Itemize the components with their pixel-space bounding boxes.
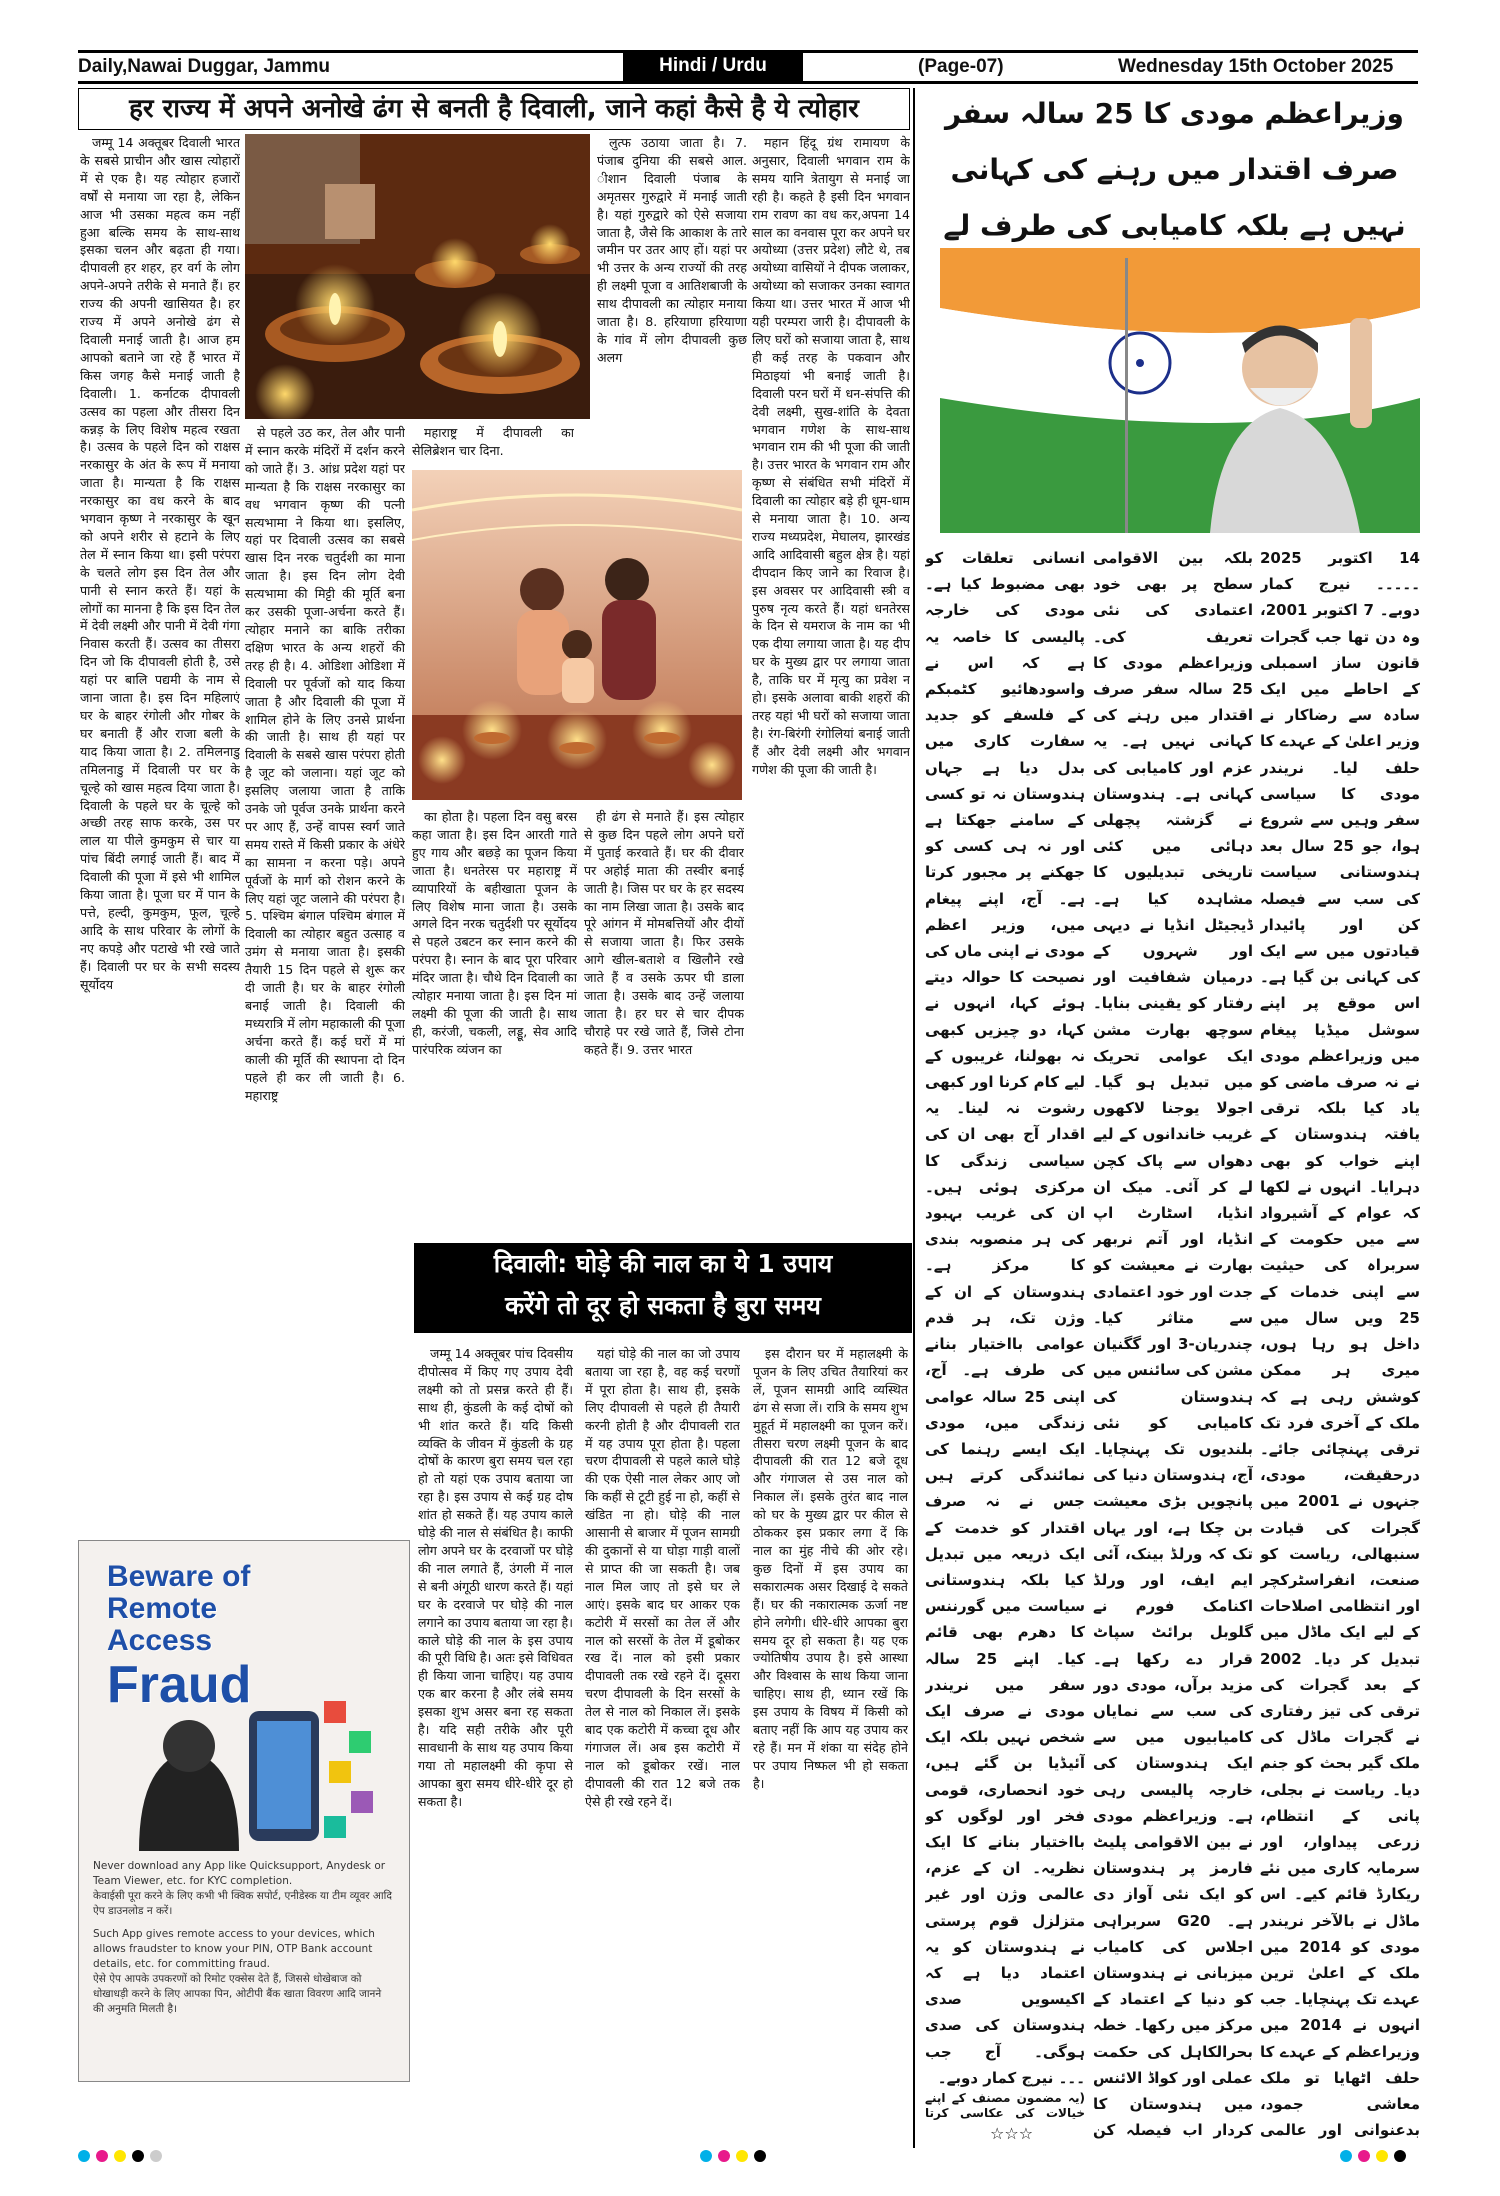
reg-dot [1376,2150,1388,2162]
diwali-col4a-text: लुत्फ उठाया जाता है। 7. पंजाब दुनिया की सबसे आल. ीशान दिवाली पंजाब के अमृतसर गुरुद्वारे में मनाई जाती है। यहां गुरुद्वारे को ऐसे सजाया जाता है, जैसे कि आकाश के तारे जमीन पर उतर आए हों। यहां पर भी उत्तर के अन्य राज्यों की तरह ही लक्ष्मी पूजा व आतिशबाजी के साथ दीपावली का त्योहार मनाया जाता है। 8. हरियाणा हरियाणा के गांव में लोग दीपावली कुछ अलग [597,135,747,365]
reg-dot [1340,2150,1352,2162]
reg-dot [736,2150,748,2162]
reg-dot [700,2150,712,2162]
urdu-col-mid-text: بلکہ بین الاقوامی سطح پر بھی خود اعتمادی کی نئی تعریف کی۔ وزیراعظم مودی کا 25 سالہ سفر صرف اقتدار میں رہنے کی کہانی نہیں ہے۔ یہ عزم اور کامیابی کی کہانی ہے۔ ہندوستان نے گزشتہ پچھلی دہائی میں کئی تاریخی تبدیلیوں کا مشاہدہ کیا ہے۔ ڈیجیٹل انڈیا نے دیہی اور شہروں کے درمیان شفافیت اور رفتار کو یقینی بنایا۔ سوچھ بھارت مشن ایک عوامی تحریک میں تبدیل ہو گیا۔ اجولا یوجنا لاکھوں غریب خاندانوں کے لیے دھواں سے پاک کچن لے کر آئی۔ میک ان انڈیا، اسٹارٹ اپ انڈیا، اور آتم نربھر بھارت نے معیشت کو جدت اور خود اعتمادی سے متاثر کیا۔ چندریان-3 اور گگنیان مشن کی سائنس میں ہندوستان کی کامیابی کو نئی بلندیوں تک پہنچایا۔ آج، ہندوستان دنیا کی پانچویں بڑی معیشت بن چکا ہے، اور یہاں تک کہ ورلڈ بینک، آئی ایم ایف، اور ورلڈ اکنامک فورم نے گلوبل برائٹ سپاٹ قرار دے رکھا ہے۔ مزید برآں، مودی دور کی سب سے نمایاں کامیابیوں میں سے ایک ہندوستان کی خارجہ پالیسی رہی ہے۔ وزیراعظم مودی نے بین الاقوامی پلیٹ فارمز پر ہندوستان کو ایک نئی آواز دی ہے۔ G20 سربراہی اجلاس کی کامیاب میزبانی نے ہندوستان کو دنیا کے اعتماد کے مرکز میں رکھا۔ خطہ بحرالکاہل کی حکمت عملی اور کواڈ الائنس میں ہندوستان کا کردار اب فیصلہ کن [1093,549,1253,2140]
horseshoe-headline [414,1243,912,1333]
urdu-col-right-text: 14 اکتوبر 2025 ۔۔۔۔۔ نیرج کمار دوبے۔ 7 اکتوبر 2001، وہ دن تھا جب گجرات قانون ساز اسمبلی کے احاطے میں ایک سادہ سے رضاکار نے وزیر اعلیٰ کے عہدے کا حلف لیا۔ نریندر مودی کا سیاسی سفر وہیں سے شروع ہوا، جو 25 سال بعد ہندوستانی سیاست کی سب سے فیصلہ کن اور پائیدار قیادتوں میں سے ایک کی کہانی بن گیا ہے۔ اس موقع پر اپنے سوشل میڈیا پیغام میں وزیراعظم مودی نے نہ صرف ماضی کو یاد کیا بلکہ ترقی یافتہ ہندوستان کے اپنے خواب کو بھی دہرایا۔ انہوں نے لکھا کہ عوام کے آشیرواد سے میں حکومت کے سربراہ کی حیثیت سے اپنی خدمات کے 25 ویں سال میں داخل ہو رہا ہوں، میری ہر ممکن کوشش رہی ہے کہ ملک کے آخری فرد تک ترقی پہنچائی جائے۔ درحقیقت، مودی، جنہوں نے 2001 میں گجرات کی قیادت سنبھالی، ریاست کو صنعت، انفراسٹرکچر اور انتظامی اصلاحات کے لیے ایک ماڈل میں تبدیل کر دیا۔ 2002 کے بعد گجرات کی ترقی کی تیز رفتاری نے گجرات ماڈل کی ملک گیر بحث کو جنم دیا۔ ریاست نے بجلی، پانی کے انتظام، زرعی پیداوار، اور سرمایہ کاری میں نئے ریکارڈ قائم کیے۔ اس ماڈل نے بالآخر نریندر مودی کو 2014 میں ملک کے اعلیٰ ترین عہدے تک پہنچایا۔ جب انہوں نے 2014 میں وزیراعظم کے عہدے کا حلف اٹھایا تو ملک معاشی جمود، بدعنوانی اور عالمی [1260,549,1420,2140]
urdu-author-note [925,2091,1085,2121]
urdu-byline [925,2065,1085,2091]
diwali-col3a-text: महाराष्ट्र में दीपावली का सेलिब्रेशन चार दिना. [412,425,574,458]
diwali-column-2 [245,424,405,1524]
masthead [78,50,1418,84]
horseshoe-column-2 [585,1345,740,2145]
fraud-title-line-2: Remote Access [107,1592,218,1657]
urdu-byline-text: ۔۔۔ نیرج کمار دوبے۔ [937,2069,1085,2087]
horseshoe-column-1 [418,1345,573,2145]
diwali-col1-text: जम्मू 14 अक्तूबर दिवाली भारत के सबसे प्राचीन और खास त्योहारों में से एक है। यह त्योहार हजारों वर्षों से मनाया जा रहा है, लेकिन आज भी उसका महत्व कम नहीं हुआ बल्कि समय के साथ-साथ इसका चलन और बढ़ता ही गया। दीपावली हर शहर, हर वर्ग के लोग अपने-अपने तरीके से मनाते हैं। हर राज्य की अपनी खासियत है। हर राज्य में अपने अनोखे ढंग से दिवाली मनाई जाती है। आज हम आपको बताने जा रहे हैं भारत में किस जगह कैसे मनाई जाती है दिवाली। 1. कर्नाटक दीपावली उत्सव का पहला और तीसरा दिन कन्नड़ के लिए विशेष महत्व रखता है। उत्सव के पहले दिन को राक्षस नरकासुर के अंत के रूप में मनाया जाता है। मान्यता है कि राक्षस नरकासुर का वध करने के बाद भगवान कृष्ण ने नरकासुर के खून को अपने शरीर से हटाने के लिए तेल में स्नान किया था। इसी परंपरा के चलते लोग इस दिन तेल और पानी से स्नान करते हैं। यहां के लोगों का मानना है कि इस दिन तेल में देवी लक्ष्मी और पानी में देवी गंगा निवास करती हैं। उत्सव का तीसरा दिन जो कि दीपावली होती है, उसे यहां पर बालि पद्यमी के नाम से जाना जाता है। इस दिन महिलाएं घर के बाहर रंगोली और गोबर के घर बनाती हैं और राजा बली के याद किया जाता है। 2. तमिलनाडु तमिलनाडु में दिवाली पर घर के चूल्हे को खास महत्व दिया जाता है। दिवाली के पहले घर के चूल्हे को अच्छी तरह साफ करके, उस पर लाल या पीले कुमकुम से चार या पांच बिंदी लगाई जाती हैं। बाद में दिवाली की पूजा में इसे भी शामिल किया जाता है। पूजा घर में पान के पत्ते, हल्दी, कुमकुम, फूल, चूल्हे आदि के साथ परिवार के लोगों के नए कपड़े और पटाखे भी रखे जाते हैं। दिवाली पर घर के सभी सदस्य सूर्योदय [80,135,240,992]
issue-date: Wednesday 15th October 2025 [1118,56,1394,77]
diwali-column-5 [752,134,910,1234]
reg-dot [114,2150,126,2162]
urdu-column-middle [1093,545,1253,2145]
fraud-tip-2-hi: ऐसे ऐप आपके उपकरणों को रिमोट एक्सेस देते हैं, जिससे धोखेबाज को धोखाधड़ी करने के लिए आपका पिन, ओटीपी बैंक खाता विवरण आदि जानने की अनुमति मिलती है। [93,1973,382,2015]
horseshoe-col2-text: यहां घोड़े की नाल का जो उपाय बताया जा रहा है, वह कई चरणों में पूरा होता है। साथ ही, इसके लिए दीपावली से पहले ही तैयारी करनी होती है और दीपावली रात में यह उपाय पूरा होता है। पहला चरण दीपावली से पहले काले घोड़े की एक ऐसी नाल लेकर आए जो कि कहीं से टूटी हुई ना हो, कहीं से खंडित ना हो। घोड़े की नाल आसानी से बाजार में पूजन सामग्री की दुकानों से या घोड़ा गाड़ी वालों से प्राप्त की जा सकती है। जब नाल मिल जाए तो इसे घर ले आएं। इसके बाद घर आकर एक कटोरी में सरसों का तेल लें और नाल को सरसों के तेल में डूबोकर रख दें। नाल को इसी प्रकार दीपावली तक रखे रहने दें। दूसरा चरण दीपावली के दिन सरसों के तेल से नाल को निकाल लें। इसके बाद एक कटोरी में कच्चा दूध और गंगाजल लें। अब इस कटोरी में नाल को डूबोकर रखें। नाल दीपावली की रात 12 बजे तक ऐसे ही रखे रहने दें। [585,1346,740,1809]
urdu-end-stars: ☆☆☆ [990,2124,1034,2143]
horseshoe-col3-text: इस दौरान घर में महालक्ष्मी के पूजन के लिए उचित तैयारियां कर लें, पूजन सामग्री आदि व्यस्थित ढंग से सजा लें। रात्रि के समय शुभ मुहूर्त में महालक्ष्मी का पूजन करें। तीसरा चरण लक्ष्मी पूजन के बाद दीपावली की रात 12 बजे दूध और गंगाजल से उस नाल को निकाल लें। इसके तुरंत बाद नाल को घर के मुख्य द्वार पर कील से ठोककर इस प्रकार लगा दें कि नाल का मुंह नीचे की ओर रहे। कुछ दिनों में इस उपाय का सकारात्मक असर दिखाई दे सकते हैं। घर की नकारात्मक ऊर्जा नष्ट होने लगेगी। धीरे-धीरे आपका बुरा समय दूर हो सकता है। यह एक ज्योतिषीय उपाय है। इसे आस्था और विश्वास के साथ किया जाना चाहिए। साथ ही, ध्यान रखें कि इस उपाय के विषय में किसी को बताए नहीं कि आप यह उपाय कर रहे हैं। मन में शंका या संदेह होने पर उपाय निष्फल भी हो सकता है। [753,1346,908,1791]
fraud-title-line-1: Beware of [107,1560,251,1593]
urdu-headline: وزیراعظم مودی کا 25 سالہ سفر صرف اقتدار میں رہنے کی کہانی نہیں ہے بلکہ کامیابی کی طرف لے [943,97,1406,242]
paper-name: Daily,Nawai Duggar, Jammu [78,56,331,77]
urdu-column-left [925,545,1085,2065]
modi-flag-photo [940,248,1420,533]
fraud-awareness-ad [78,1540,410,2082]
diwali-col5-text: महान हिंदू ग्रंथ रामायण के अनुसार, दिवाली भगवान राम के समय यानि त्रेतायुग से मनाई जा रही है। कहते है इसी दिन भगवान राम रावण का वध कर,अपना 14 साल का वनवास पूरा कर अपने घर अयोध्या (उत्तर प्रदेश) लौटे थे, तब अयोध्या वासियों ने दीपक जलाकर, अयोध्या को सजाकर उनका स्वागत किया था। उत्तर भारत में आज भी यही परम्परा जारी है। दीपावली के लिए घरों को सजाया जाता है, साथ ही कई तरह के पकवान और मिठाइयां भी बनाई जाती है। दिवाली परन घरों में धन-संपत्ति की देवी लक्ष्मी, सुख-शांति के देवता भगवान गणेश के साथ-साथ भगवान राम की भी पूजा की जाती है। उत्तर भारत के भगवान राम और कृष्ण से संबंधित सभी मंदिरों में दिवाली का त्योहार बड़े ही धूम-धाम से मनाया जाता है। 10. अन्य राज्य मध्यप्रदेश, मेघालय, झारखंड आदि आदिवासी बहुल क्षेत्र है। यहां दीपदान किए जाने का रिवाज है। इस अवसर पर आदिवासी स्त्री व पुरुष नृत्य करते हैं। यहां धनतेरस के दिन से यमराज के नाम का भी एक दीया लगाया जाता है। यह दीप घर के मुख्य द्वार पर लगाया जाता है, ताकि घर में मृत्यु का प्रवेश न हो। इसके अलावा बाकी शहरों की तरह यहां भी घरों को सजाया जाता है। रंग-बिरंगी रंगोलियां बनाई जाती हैं और देवी लक्ष्मी और भगवान गणेश की पूजा की जाती है। [752,135,910,777]
reg-dot [1358,2150,1370,2162]
diyas-photo [245,134,590,419]
diwali-column-1 [80,134,240,1524]
urdu-note-text: (یہ مضمون مصنف کے اپنے خیالات کی عکاسی کرتا [925,2091,1085,2120]
reg-dot [132,2150,144,2162]
horseshoe-headline-line-1: दिवाली: घोड़े की नाल का ये 1 उपाय [493,1249,833,1278]
fraud-ad-tips [93,1859,393,2017]
reg-dot [718,2150,730,2162]
reg-dot [754,2150,766,2162]
diwali-column-4-bottom [584,808,744,1233]
horseshoe-headline-line-2: करेंगे तो दूर हो सकता है बुरा समय [505,1291,821,1320]
diwali-col4b-text: ही ढंग से मनाते हैं। इस त्योहार से कुछ दिन पहले लोग अपने घरों में पुताई करवाते हैं। घर की दीवार पर अहोई माता की तस्वीर बनाई जाती है। जिस पर घर के हर सदस्य का नाम लिखा जाता है। उसके बाद पूरे आंगन में मोमबत्तियों और दीयों से सजाया जाता है। फिर उसके आगे खील-बताशे व खिलौने रखे जाते हैं व उसके ऊपर घी डाला जाता है। उसके बाद उन्हें जलाया जाता है। हर घर से चार दीपक चौराहे पर रखे जाते हैं, जिसे टोना कहते हैं। 9. उत्तर भारत [584,809,744,1057]
fraud-tip-1-hi: केवाईसी पूरा करने के लिए कभी भी क्विक सपोर्ट, एनीडेस्क या टीम व्यूवर आदि ऐप डाउनलोड न करें। [93,1890,392,1917]
fraud-title-line-3: Fraud [107,1656,252,1714]
reg-dot [96,2150,108,2162]
reg-dot [1394,2150,1406,2162]
reg-dot [150,2150,162,2162]
urdu-col-left-text: انسانی تعلقات کو بھی مضبوط کیا ہے۔ مودی کی خارجہ پالیسی کا خاصہ یہ ہے کہ اس نے واسودھائیو کٹمبکم کے فلسفے کو جدید سفارت کاری میں بدل دیا ہے جہاں ہندوستان نہ تو کسی کے سامنے جھکتا ہے اور نہ ہی کسی کو جھکنے پر مجبور کرتا ہے۔ آج، اپنے پیغام میں، وزیر اعظم مودی نے اپنی ماں کی نصیحت کا حوالہ دیتے ہوئے کہا، انہوں نے کہا، دو چیزیں کبھی نہ بھولنا، غریبوں کے لیے کام کرنا اور کبھی رشوت نہ لینا۔ یہ اقدار آج بھی ان کی سیاسی زندگی کا مرکزی ہوئی ہیں۔ ان کی غریب بہبود کی ہر منصوبہ بندی کا مرکز ہے۔ ہندوستان کے ان کے وژن تک، ہر قدم عوامی بااختیار بنانے کی طرف ہے۔ آج، اپنی 25 سالہ عوامی زندگی میں، مودی ایک ایسے رہنما کی نمائندگی کرتے ہیں جس نے نہ صرف اقتدار کو خدمت کے ایک ذریعہ میں تبدیل کیا بلکہ ہندوستانی سیاست میں گورننس کا دھرم بھی قائم کیا۔ اپنے 25 سالہ سفر میں نریندر مودی نے صرف ایک شخص نہیں بلکہ ایک آئیڈیا بن گئے ہیں، خود انحصاری، قومی فخر اور لوگوں کو بااختیار بنانے کا ایک نظریہ۔ ان کے عزم، عالمی وژن اور غیر متزلزل قوم پرستی نے ہندوستان کو یہ اعتماد دیا ہے کہ اکیسویں صدی ہندوستان کی صدی ہوگی۔ آج جب [925,549,1085,2061]
reg-dot [78,2150,90,2162]
diwali-col3b-text: का होता है। पहला दिन वसु बरस कहा जाता है। इस दिन आरती गाते हुए गाय और बछड़े का पूजन किया जाता है। धनतेरस पर महाराष्ट्र में व्यापारियों के बहीखाता पूजन के लिए विशेष माना जाता है। उसके अगले दिन नरक चतुर्दशी पर सूर्योदय से पहले उबटन कर स्नान करने की परंपरा है। स्नान के बाद पूरा परिवार मंदिर जाता है। चौथे दिन दिवाली का त्योहार मनाया जाता है। इस दिन मां लक्ष्मी की पूजा की जाती है। साथ ही, करंजी, चकली, लड्डू, सेव आदि पारंपरिक व्यंजन का [412,809,577,1057]
language-label: Hindi / Urdu [623,50,803,82]
diwali-column-4-top [597,134,747,464]
phone-hacker-illustration [119,1691,379,1851]
page-number: (Page-07) [918,56,1004,77]
fraud-tip-2-en: Such App gives remote access to your devices, which allows fraudster to know your PIN, OTP Bank account details, etc. for committing fraud. [93,1928,375,1970]
diwali-column-3-bottom [412,808,577,1233]
diwali-col2-text: से पहले उठ कर, तेल और पानी में स्नान करके मंदिरों में दर्शन करने को जाते हैं। 3. आंध्र प्रदेश यहां पर मान्यता है कि राक्षस नरकासुर का वध भगवान कृष्ण की पत्नी सत्यभामा ने किया था। इसलिए, यहां पर दिवाली उत्सव का सबसे खास दिन नरक चतुर्दशी का माना जाता है। इस दिन लोग देवी सत्यभामा की मिट्टी की मूर्ति बना कर उसकी पूजा-अर्चना करते हैं। त्योहार मनाने का बाकि तरीका दक्षिण भारत के अन्य शहरों की तरह ही है। 4. ओडिशा ओडिशा में दिवाली पर पूर्वजों को याद किया जाता है और दिवाली की पूजा में शामिल होने के लिए उनसे प्रार्थना की जाती है। साथ ही यहां पर दिवाली के सबसे खास परंपरा होती है जूट को जलाना। यहां जूट को इसलिए जलाया जाता है ताकि उनके जो पूर्वज उनके प्रार्थना करने पर आए हैं, उन्हें वापस स्वर्ग जाते समय रास्ते में किसी प्रकार के अंधेरे का सामना न करना पड़े। अपने पूर्वजों के मार्ग को रोशन करने के लिए यहां जूट जलाने की परंपरा है। 5. पश्चिम बंगाल पश्चिम बंगाल में दिवाली का त्योहार बहुत उत्साह व उमंग से मनाया जाता है। इसकी तैयारी 15 दिन पहले से शुरू कर दी जाती है। घर के बाहर रंगोली बनाई जाती है। दिवाली की मध्यरात्रि में लोग महाकाली की पूजा अर्चना करते हैं। कई घरों में मां काली की मूर्ति की स्थापना दो दिन पहले ही कर ली जाती है। 6. महाराष्ट्र [245,425,405,1103]
urdu-column-right [1260,545,1420,2145]
family-diwali-photo [412,470,742,800]
fraud-tip-1-en: Never download any App like Quicksupport, Anydesk or Team Viewer, etc. for KYC completion. [93,1860,386,1887]
diwali-headline: हर राज्य में अपने अनोखे ढंग से बनती है दिवाली, जाने कहां कैसे है ये त्योहार [78,88,910,130]
horseshoe-column-3 [753,1345,908,2145]
horseshoe-col1-text: जम्मू 14 अक्तूबर पांच दिवसीय दीपोत्सव में किए गए उपाय देवी लक्ष्मी को तो प्रसन्न करते ही हैं। साथ ही, कुंडली के कई दोषों को भी शांत करते हैं। यदि किसी व्यक्ति के जीवन में कुंडली के ग्रह दोषों के कारण बुरा समय चल रहा हो तो यहां एक उपाय बताया जा रहा है। इस उपाय से कई ग्रह दोष शांत हो सकते हैं। यह उपाय काले घोड़े की नाल से संबंधित है। काफी लोग अपने घर के दरवाजों पर घोड़े की नाल लगाते हैं, उंगली में नाल से बनी अंगूठी धारण करते हैं। यहां घर के दरवाजे पर घोड़े की नाल लगाने का उपाय बताया जा रहा है। काले घोड़े की नाल के इस उपाय की पूरी विधि है। अतः इसे विधिवत ही किया जाना चाहिए। यह उपाय एक बार करना है और लंबे समय इसका शुभ असर बना रह सकता है। यदि सही तरीके और पूरी सावधानी के साथ यह उपाय किया गया तो महालक्ष्मी की कृपा से आपका बुरा समय धीरे-धीरे दूर हो सकता है। [418,1346,573,1809]
diwali-column-3-top [412,424,574,462]
section-divider [913,88,915,2148]
